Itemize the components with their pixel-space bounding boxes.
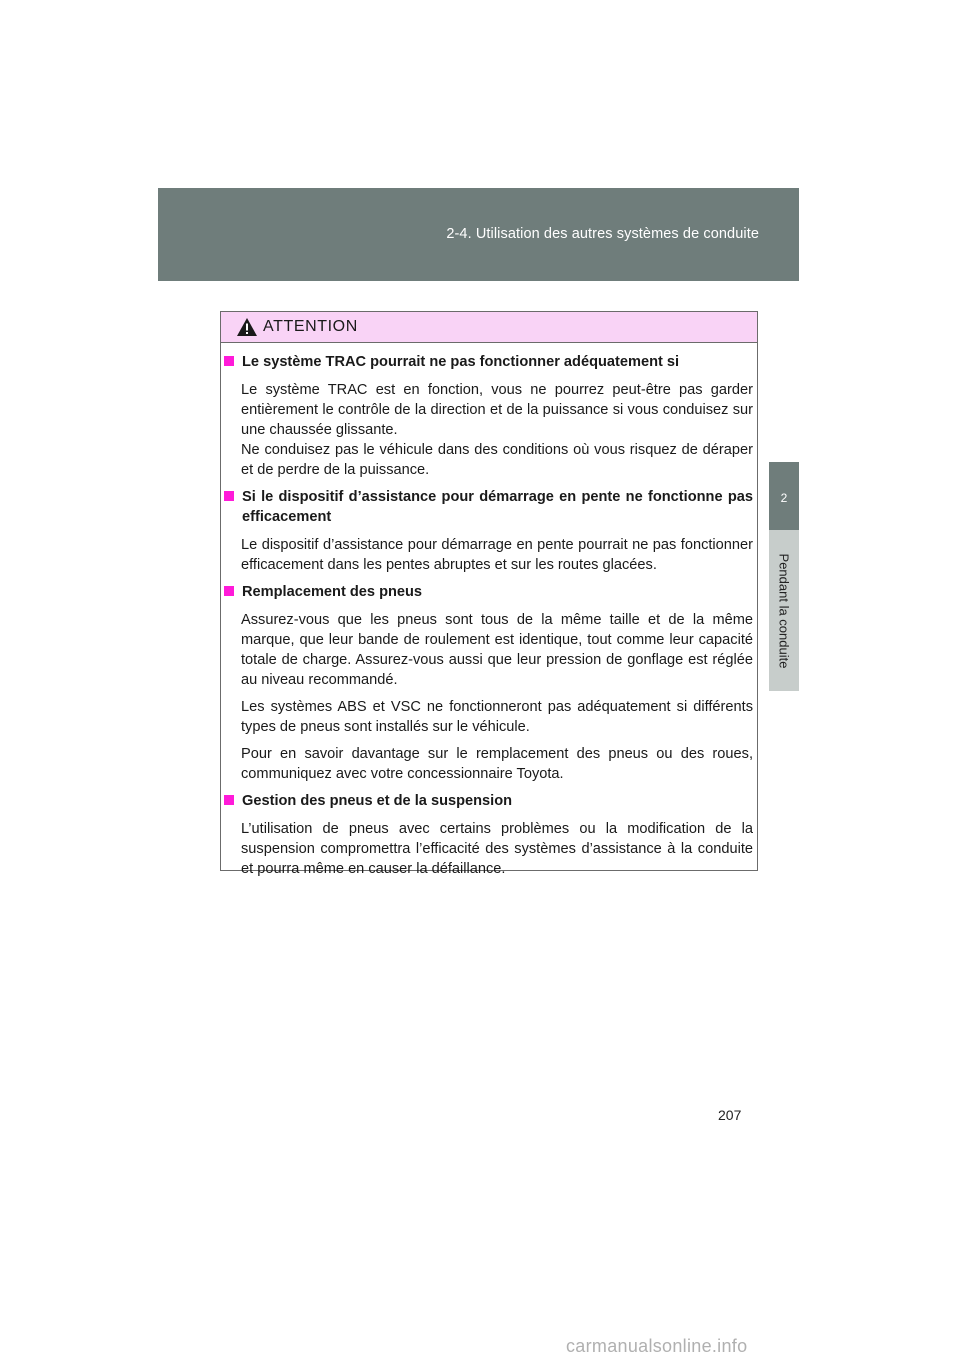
- bullet-square-icon: [224, 491, 234, 501]
- bullet-square-icon: [224, 356, 234, 366]
- chapter-tab: [769, 462, 799, 530]
- chapter-label-tab: [769, 530, 799, 691]
- paragraph: Ne conduisez pas le véhicule dans des conditions où vous risquez de déraper et de perdre de la puissance.: [241, 442, 753, 478]
- section-heading: Le système TRAC pourrait ne pas fonctionner adéquatement si: [224, 352, 753, 372]
- watermark: carmanualsonline.info: [566, 1336, 748, 1356]
- warning-title: ATTENTION: [263, 318, 358, 335]
- bullet-square-icon: [224, 795, 234, 805]
- header-band: [158, 188, 799, 281]
- paragraph: Les systèmes ABS et VSC ne fonctionneront pas adéquatement si différents types de pneus sont installés sur le véhicule.: [241, 699, 753, 735]
- bullet-square-icon: [224, 586, 234, 596]
- warning-header: [221, 312, 757, 343]
- paragraph: Pour en savoir davantage sur le remplacement des pneus ou des roues, communiquez avec votre concessionnaire Toyota.: [241, 746, 753, 782]
- chapter-number: 2: [780, 491, 788, 505]
- paragraph: Assurez-vous que les pneus sont tous de la même taille et de la même marque, que leur bande de roulement est identique, tout comme leur capacité totale de charge. Assurez-vous aussi que leur pression de gonflage est réglée au niveau recommandé.: [241, 612, 753, 688]
- warning-triangle-icon: [236, 317, 258, 337]
- warning-box: [220, 311, 758, 877]
- paragraph: Le dispositif d’assistance pour démarrage en pente pourrait ne pas fonctionner efficacement dans les pentes abruptes et sur les routes glacées.: [241, 537, 753, 573]
- section-heading: Remplacement des pneus: [224, 582, 753, 602]
- chapter-label: Pendant la conduite: [776, 553, 792, 668]
- section-heading: Si le dispositif d’assistance pour démarrage en pente ne fonctionne pas efficacement: [224, 487, 753, 527]
- section-title: 2-4. Utilisation des autres systèmes de conduite: [446, 226, 759, 242]
- paragraph: L’utilisation de pneus avec certains problèmes ou la modification de la suspension compromettra l’efficacité des systèmes d’assistance à la conduite et pourra même en causer la défaillance.: [241, 821, 753, 877]
- warning-body: [221, 343, 757, 879]
- paragraph: Le système TRAC est en fonction, vous ne pourrez peut-être pas garder entièrement le contrôle de la direction et de la puissance si vous conduisez sur une chaussée glissante.: [241, 382, 753, 438]
- section-heading: Gestion des pneus et de la suspension: [224, 791, 753, 811]
- page-number: 207: [718, 1107, 742, 1123]
